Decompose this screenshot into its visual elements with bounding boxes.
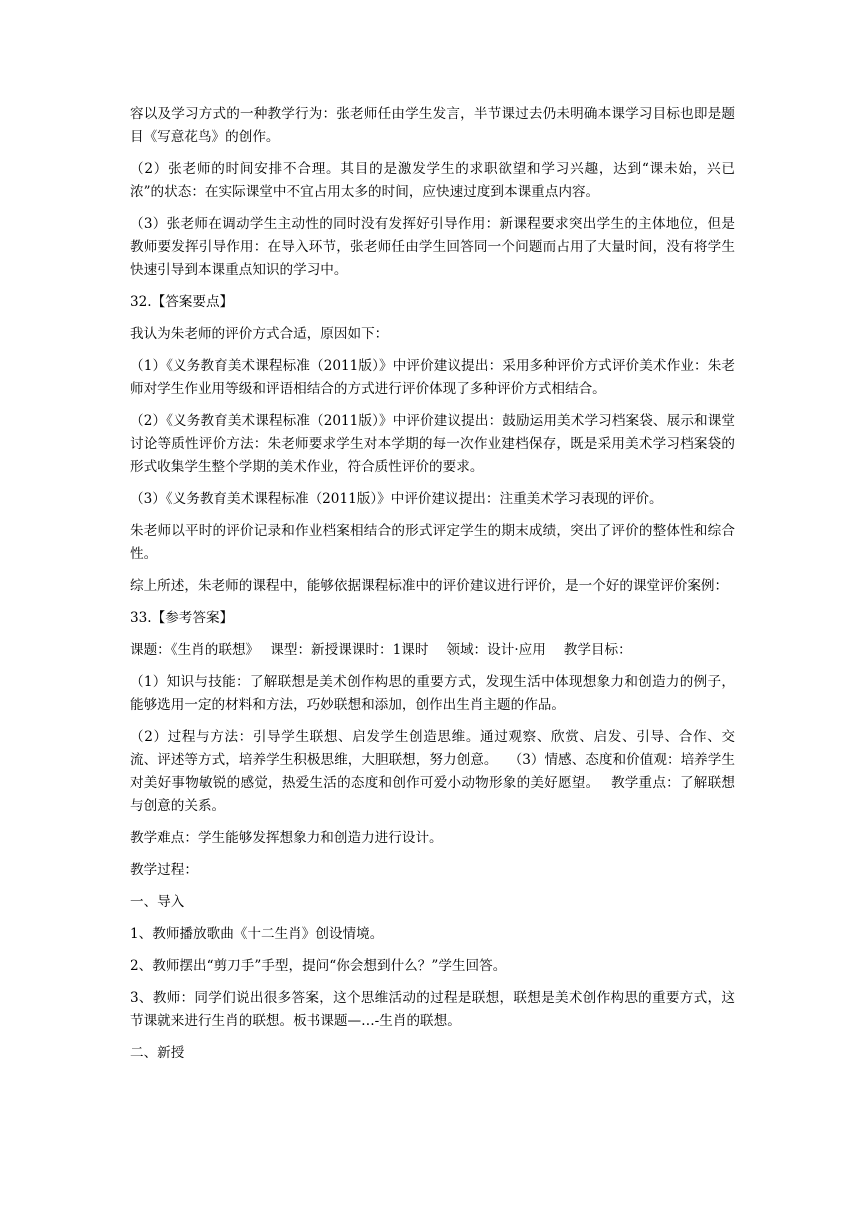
document-body — [130, 103, 735, 1074]
paragraph: 2、教师摆出“剪刀手”手型，提问“你会想到什么？”学生回答。 — [130, 958, 507, 974]
paragraph: （2）《义务教育美术课程标准（2011版）》中评价建议提出：鼓励运用美术学习档案袋、展示和课堂讨论等质性评价方法：朱老师要求学生对本学期的每一次作业建档保存，既是采用美术学习档案袋的形式收集学生整个学期的美术作业，符合质性评价的要求。 — [130, 413, 735, 475]
paragraph: 一、导入 — [130, 894, 185, 910]
paragraph: 我认为朱老师的评价方式合适，原因如下： — [130, 326, 389, 342]
paragraph: 二、新授 — [130, 1045, 185, 1061]
paragraph: 课题：《生肖的联想》 课型：新授课课时：1课时 领域：设计·应用 教学目标： — [130, 642, 632, 658]
paragraph: （3）《义务教育美术课程标准（2011版）》中评价建议提出：注重美术学习表现的评价。 — [130, 491, 663, 507]
paragraph: （1）《义务教育美术课程标准（2011版）》中评价建议提出：采用多种评价方式评价美术作业：朱老师对学生作业用等级和评语相结合的方式进行评价体现了多种评价方式相结合。 — [130, 358, 735, 397]
paragraph: 容以及学习方式的一种教学行为：张老师任由学生发言，半节课过去仍未明确本课学习目标也即是题目《写意花鸟》的创作。 — [130, 106, 735, 145]
paragraph: 教学过程： — [130, 862, 198, 878]
paragraph: （2）过程与方法：引导学生联想、启发学生创造思维。通过观察、欣赏、启发、引导、合作、交流、评述等方式，培养学生积极思维，大胆联想，努力创意。 （3）情感、态度和价值观：培养学生对美好事物敏锐的感觉，热爱生活的态度和创作可爱小动物形象的美好愿望。 教学重点：了解联想与创意的关系。 — [130, 729, 735, 814]
section-heading: 32.【答案要点】 — [130, 294, 234, 310]
paragraph: 综上所述，朱老师的课程中，能够依据课程标准中的评价建议进行评价，是一个好的课堂评价案例： — [130, 578, 729, 594]
paragraph: 1、教师播放歌曲《十二生肖》创设情境。 — [130, 926, 384, 942]
paragraph: （3）张老师在调动学生主动性的同时没有发挥好引导作用：新课程要求突出学生的主体地位，但是教师要发挥引导作用：在导入环节，张老师任由学生回答同一个问题而占用了大量时间，没有将学生快速引导到本课重点知识的学习中。 — [130, 216, 735, 278]
paragraph: （2）张老师的时间安排不合理。其目的是激发学生的求职欲望和学习兴趣，达到“课未始，兴已浓”的状态：在实际课堂中不宜占用太多的时间，应快速过度到本课重点内容。 — [130, 161, 735, 200]
paragraph: 教学难点：学生能够发挥想象力和创造力进行设计。 — [130, 830, 443, 846]
paragraph: 3、教师：同学们说出很多答案，这个思维活动的过程是联想，联想是美术创作构思的重要方式，这节课就来进行生肖的联想。板书课题—…-生肖的联想。 — [130, 990, 735, 1029]
paragraph: （1）知识与技能：了解联想是美术创作构思的重要方式，发现生活中体现想象力和创造力的例子，能够选用一定的材料和方法，巧妙联想和添加，创作出生肖主题的作品。 — [130, 674, 735, 713]
paragraph: 朱老师以平时的评价记录和作业档案相结合的形式评定学生的期末成绩，突出了评价的整体性和综合性。 — [130, 523, 735, 562]
section-heading: 33.【参考答案】 — [130, 610, 234, 626]
